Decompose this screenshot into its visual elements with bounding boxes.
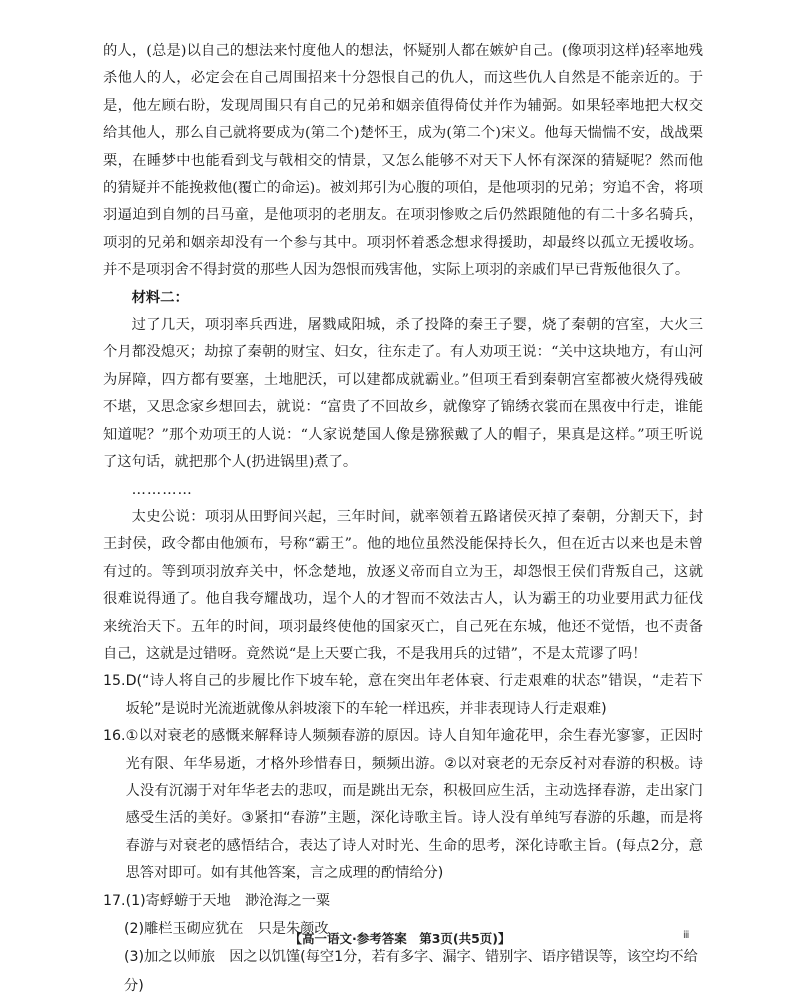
answer-15-number: 15. xyxy=(103,673,126,690)
answer-15 xyxy=(103,668,703,723)
material2-paragraph-1: 过了几天，项羽率兵西进，屠戮咸阳城，杀了投降的秦王子婴，烧了秦朝的宫室，大火三个月都没熄灭；劫掠了秦朝的财宝、妇女，往东走了。有人劝项王说：“关中这块地方，有山河为屏障，四方都有要塞，土地肥沃，可以建都成就霸业。”但项王看到秦朝宫室都被火烧得残破不堪，又思念家乡想回去，就说：“富贵了不回故乡，就像穿了锦绣衣裳而在黑夜中行走，谁能知道呢？”那个劝项王的人说：“人家说楚国人像是猕猴戴了人的帽子，果真是这样。”项王听说了这句话，就把那个人(扔进锅里)煮了。 xyxy=(103,317,703,471)
answer-17-item-1: (1)寄蜉蝣于天地 渺沧海之一粟 xyxy=(125,892,331,909)
answer-16 xyxy=(103,723,703,887)
ellipsis-line: ………… xyxy=(131,481,193,498)
material2-heading: 材料二： xyxy=(131,289,189,306)
answer-17 xyxy=(103,888,703,915)
answer-15-text: D(“诗人将自己的步履比作下坡车轮，意在突出年老体衰、行走艰难的状态”错误，“走若下坂轮”是说时光流逝就像从斜坡滚下的车轮一样迅疾，并非表现诗人行走艰难) xyxy=(125,673,703,717)
material2-paragraph-2: 太史公说：项羽从田野间兴起，三年时间，就率领着五路诸侯灭掉了秦朝，分割天下，封王封侯，政令都由他颁布，号称“霸王”。他的地位虽然没能保持长久，但在近古以来也是未曾有过的。等到项羽放弃关中，怀念楚地，放逐义帝而自立为王，却怨恨王侯们背叛自己，这就很难说得通了。他自我夸耀战功，逞个人的才智而不效法古人，认为霸王的功业要用武力征伐来统治天下。五年的时间，项羽最终使他的国家灭亡，自己死在东城，他还不觉悟，也不责备自己，这就是过错呀。竟然说“是上天要亡我，不是我用兵的过错”，不是太荒谬了吗！ xyxy=(103,508,703,662)
answers-section xyxy=(103,668,703,1000)
page-footer: 【高一语文·参考答案 第3页(共5页)】 xyxy=(289,931,511,946)
corner-mark: ⅲ xyxy=(683,930,690,941)
material1-paragraph: 的人，(总是)以自己的想法来忖度他人的想法，怀疑别人都在嫉妒自己。(像项羽这样)轻率地残杀他人的人，必定会在自己周围招来十分怨恨自己的仇人，而这些仇人自然是不能亲近的。于是，他左顾右盼，发现周围只有自己的兄弟和姻亲值得倚仗并作为辅弼。如果轻率地把大权交给其他人，那么自己就将要成为(第二个)楚怀王，成为(第二个)宋义。他每天惴惴不安，战战栗栗，在睡梦中也能看到戈与戟相交的情景，又怎么能够不对天下人怀有深深的猜疑呢？然而他的猜疑并不能挽救他(覆亡的命运)。被刘邦引为心腹的项伯，是他项羽的兄弟；穷追不舍，将项羽逼迫到自刎的吕马童，是他项羽的老朋友。在项羽惨败之后仍然跟随他的有二十多名骑兵，项羽的兄弟和姻亲却没有一个参与其中。项羽怀着悉念想求得援助，却最终以孤立无援收场。并不是项羽舍不得封赏的那些人因为怨恨而残害他，实际上项羽的亲戚们早已背叛他很久了。 xyxy=(103,43,703,279)
answer-16-text: ①以对衰老的感慨来解释诗人频频春游的原因。诗人自知年逾花甲，余生春光寥寥，正因时光有限、年华易逝，才格外珍惜春日，频频出游。②以对衰老的无奈反衬对春游的积极。诗人没有沉溺于对年华老去的悲叹，而是跳出无奈，积极回应生活，主动选择春游，走出家门感受生活的美好。③紧扣“春游”主题，深化诗歌主旨。诗人没有单纯写春游的乐趣，而是将春游与对衰老的感悟结合，表达了诗人对时光、生命的思考，深化诗歌主旨。(每点2分，意思答对即可。如有其他答案，言之成理的酌情给分) xyxy=(125,728,703,882)
document-page xyxy=(103,38,703,1000)
answer-17-item-2: (2)雕栏玉砌应犹在 只是朱颜改 xyxy=(124,921,329,937)
answer-17-number: 17. xyxy=(103,892,126,909)
answer-16-number: 16. xyxy=(103,728,126,745)
answer-17-item-3: (3)加之以师旅 因之以饥馑(每空1分，若有多字、漏字、错别字、语序错误等，该空均不给分) xyxy=(124,949,698,994)
